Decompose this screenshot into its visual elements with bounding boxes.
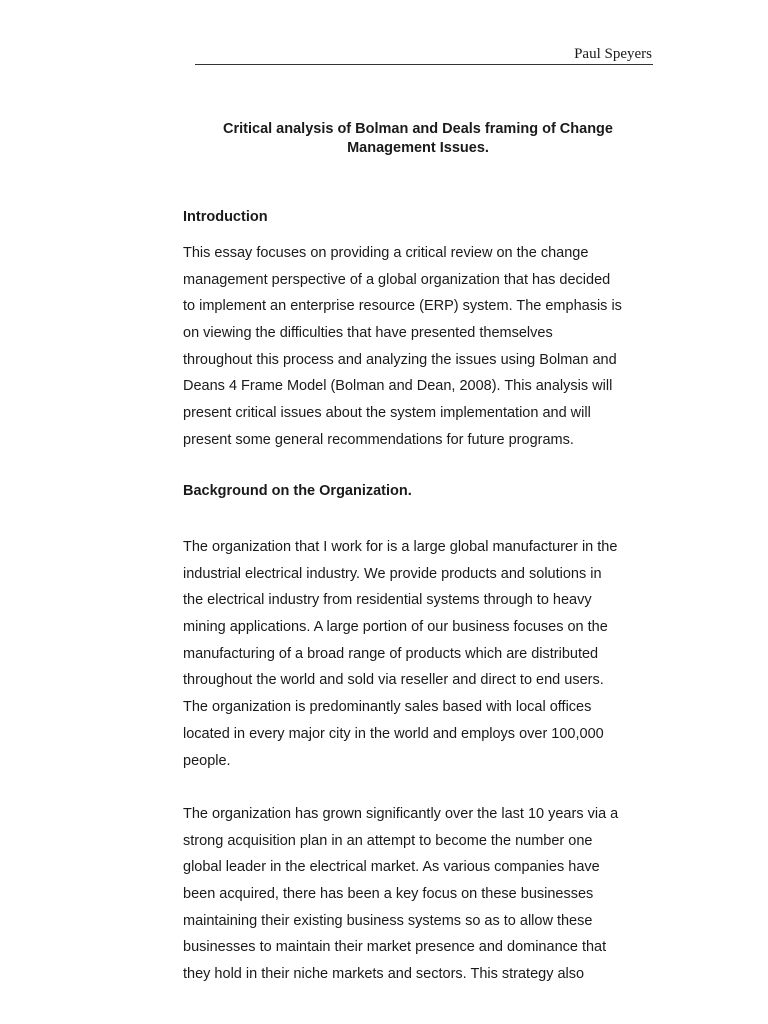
text-line: on viewing the difficulties that have presented themselves [183, 325, 553, 342]
text-line: throughout this process and analyzing the issues using Bolman and [183, 351, 617, 368]
text-line: manufacturing of a broad range of products which are distributed [183, 645, 599, 662]
background-paragraph-1 [183, 534, 617, 774]
page-header-author: Paul Speyers [574, 46, 652, 62]
text-line: they hold in their niche markets and sectors. This strategy also [183, 966, 585, 983]
text-line: strong acquisition plan in an attempt to become the number one [183, 832, 593, 849]
text-line: people. [183, 752, 231, 769]
text-line: maintaining their existing business systems so as to allow these [183, 912, 593, 929]
background-paragraph-2 [183, 801, 618, 988]
text-line: to implement an enterprise resource (ERP) system. The emphasis is [183, 298, 622, 315]
text-line: present some general recommendations for future programs. [183, 431, 574, 448]
text-line: management perspective of a global organization that has decided [183, 271, 611, 288]
text-line: present critical issues about the system implementation and will [183, 405, 591, 422]
text-line: the electrical industry from residential systems through to heavy [183, 592, 592, 609]
introduction-paragraph [183, 240, 622, 454]
section-heading-background: Background on the Organization. [183, 483, 412, 499]
text-line: The organization is predominantly sales based with local offices [183, 699, 592, 716]
text-line: throughout the world and sold via reseller and direct to end users. [183, 672, 604, 689]
text-line: The organization that I work for is a large global manufacturer in the [183, 539, 618, 555]
title-line: Critical analysis of Bolman and Deals framing of Change [223, 121, 613, 137]
text-line: global leader in the electrical market. As various companies have [183, 859, 600, 876]
text-line: This essay focuses on providing a critical review on the change [183, 245, 589, 261]
header-rule [195, 64, 653, 65]
text-line: The organization has grown significantly over the last 10 years via a [183, 806, 619, 822]
text-line: Deans 4 Frame Model (Bolman and Dean, 2008). This analysis will [183, 378, 613, 395]
text-line: mining applications. A large portion of our business focuses on the [183, 619, 608, 636]
text-line: industrial electrical industry. We provide products and solutions in [183, 565, 602, 582]
text-line: been acquired, there has been a key focus on these businesses [183, 886, 594, 903]
text-line: businesses to maintain their market presence and dominance that [183, 939, 607, 956]
title-line: Management Issues. [347, 140, 489, 156]
section-heading-introduction: Introduction [183, 209, 268, 225]
text-line: located in every major city in the world and employs over 100,000 [183, 725, 604, 742]
document-title [183, 120, 653, 158]
